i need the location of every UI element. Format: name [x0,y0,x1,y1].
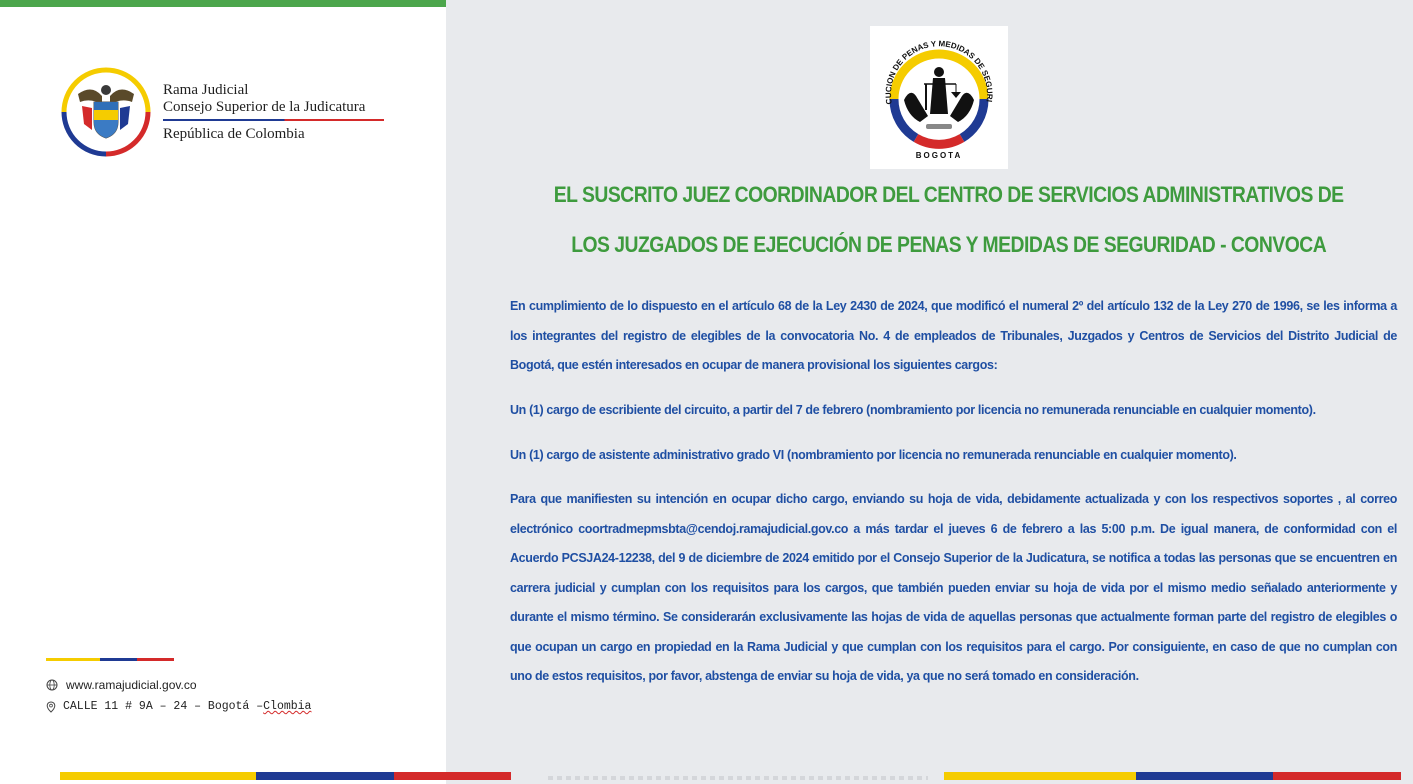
org-divider [163,119,384,121]
address-line [46,700,311,713]
website-line[interactable] [46,678,197,692]
top-green-bar [0,0,446,7]
bottom-dotted-line [548,776,928,780]
org-line-republica: República de Colombia [163,126,305,142]
address-country: Clombia [263,700,312,713]
justice-seal-icon [870,26,1008,169]
paragraph-text: Un (1) cargo de asistente administrativo grado VI (nombramiento por licencia no remunerada renunciable en cualquier momento). [510,448,1237,462]
left-panel [0,0,446,784]
address-text: CALLE 11 # 9A – 24 – Bogotá – [63,700,264,713]
org-name-block [163,82,384,143]
paragraph-position-1 [510,396,1397,426]
paragraph-legal-basis [510,292,1397,381]
globe-icon [46,679,58,691]
org-line-consejo: Consejo Superior de la Judicatura [163,99,366,115]
colombia-coat-of-arms-icon [58,64,154,160]
location-pin-icon [46,701,58,713]
paragraph-text: En cumplimiento de lo dispuesto en el artículo 68 de la Ley 2430 de 2024, que modificó el numeral 2º del artículo 132 de la Ley 270 de 1996, se les informa a los integrantes del registro de elegibles de la convocatoria No. 4 de empleados de Tribunales, Juzgados y Centros de Servicios del Distrito Judicial de Bogotá, que estén interesados en ocupar de manera provisional los siguientes cargos: [510,299,1397,372]
seal-bottom-text: BOGOTA [915,151,963,160]
paragraph-position-2 [510,441,1397,471]
heading-line-1: EL SUSCRITO JUEZ COORDINADOR DEL CENTRO DE SERVICIOS ADMINISTRATIVOS DE [553,182,1344,207]
paragraph-text: Para que manifiesten su intención en ocupar dicho cargo, enviando su hoja de vida, debidamente actualizada y con los respectivos soportes , al correo electrónico coortradmepmsbta@cendoj.ramajudicial.gov.co a más tardar el jueves 6 de febrero a las 5:00 p.m. De igual manera, de conformidad con el Acuerdo PCSJA24-12238, del 9 de diciembre de 2024 emitido por el Consejo Superior de la Judicatura, se notifica a todas las personas que se encuentren en carrera judicial y cumplan con los requisitos para los cargos, que también pueden enviar su hoja de vida por el mismo medio señalado anteriormente y durante el mismo término. Se considerarán exclusivamente las hojas de vida de aquellas personas que actualmente forman parte del registro de elegibles o que ocupan un cargo en propiedad en la Rama Judicial y que cumplan con los requisitos para el cargo. Por consiguiente, en caso de que no cumplan con uno de estos requisitos, por favor, abstenga de enviar su hoja de vida, ya que no será tomado en consideración. [510,492,1397,683]
tricolor-divider [46,658,174,661]
website-link[interactable]: www.ramajudicial.gov.co [66,678,197,692]
org-line-rama: Rama Judicial [163,82,249,98]
seal-top-text: CUCION DE PENAS Y MEDIDAS DE SEGURI [883,39,995,105]
heading-line-2: LOS JUZGADOS DE EJECUCIÓN DE PENAS Y MEDIDAS DE SEGURIDAD - CONVOCA [571,232,1327,257]
bottom-tricolor-right [944,772,1401,780]
paragraph-instructions [510,485,1397,692]
paragraph-text: Un (1) cargo de escribiente del circuito, a partir del 7 de febrero (nombramiento por licencia no remunerada renunciable en cualquier momento). [510,403,1316,417]
bottom-tricolor-left [60,772,511,780]
